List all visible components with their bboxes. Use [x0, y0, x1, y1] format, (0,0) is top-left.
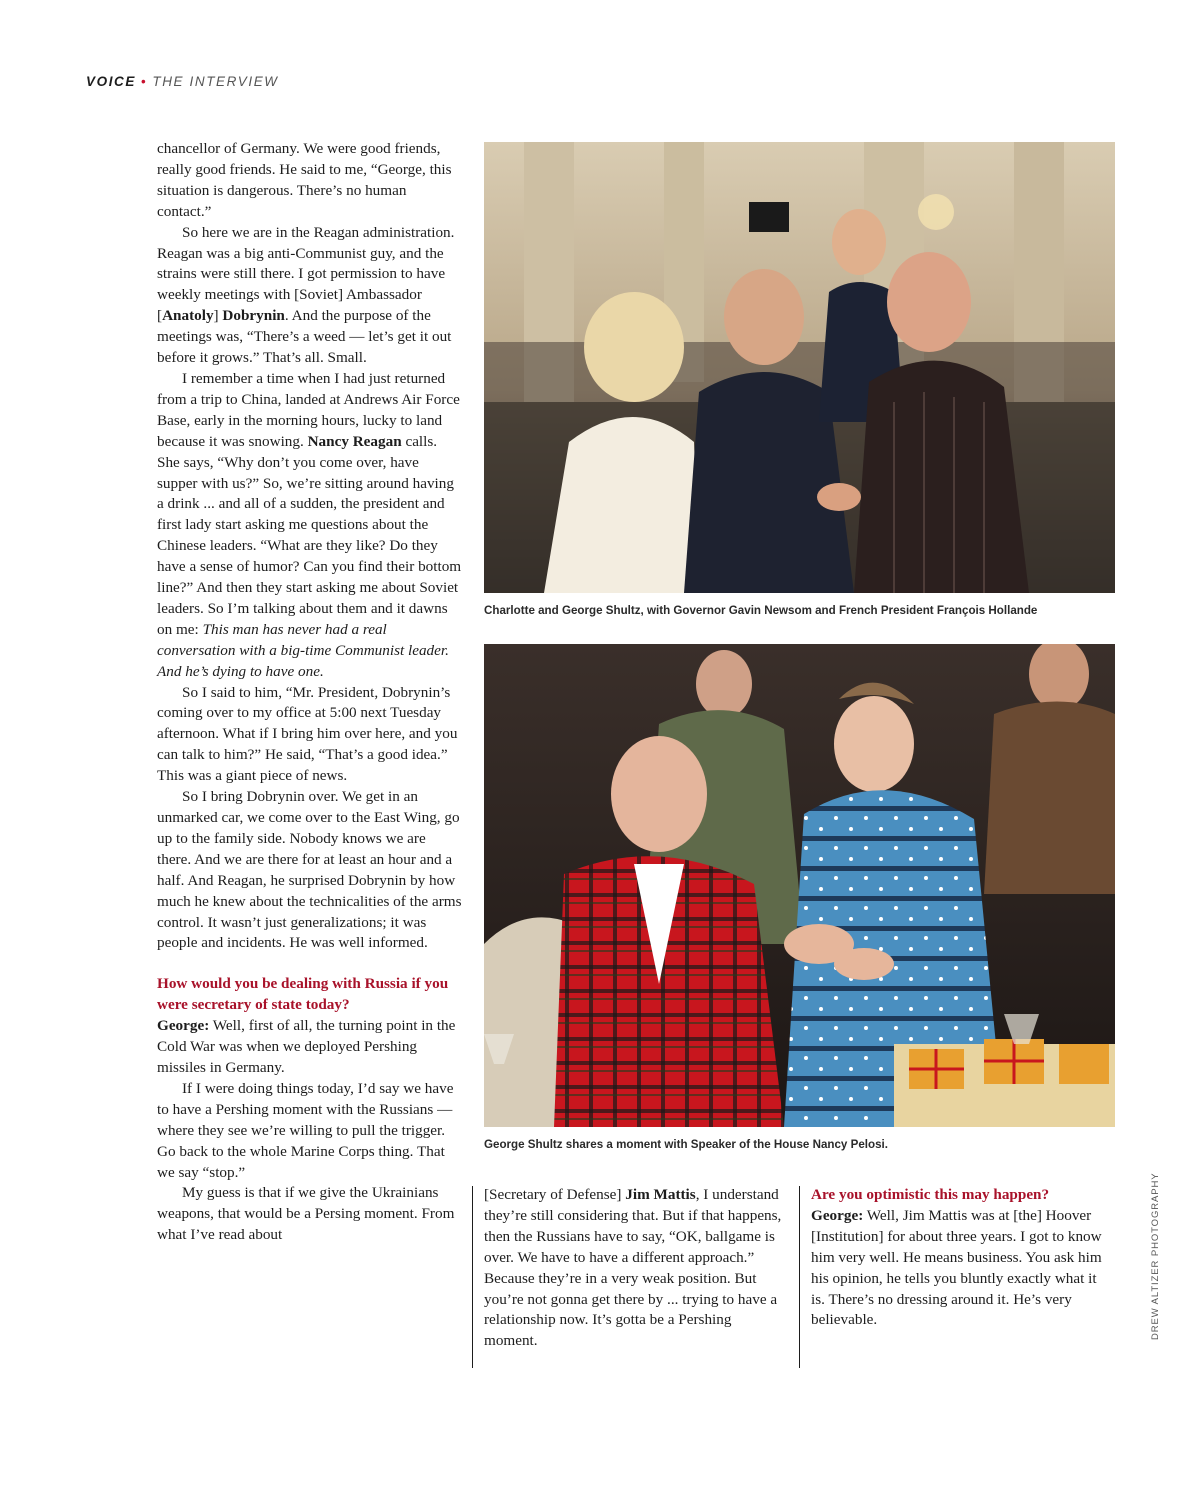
photo-caption: Charlotte and George Shultz, with Governor Gavin Newsom and French President François Hollande: [484, 604, 1038, 617]
photo-illustration: [484, 142, 1115, 593]
photo-shultz-hollande: [484, 142, 1115, 593]
paragraph: George: Well, first of all, the turning point in the Cold War was when we deployed Pershing missiles in Germany.: [157, 1017, 456, 1076]
photo-caption: George Shultz shares a moment with Speaker of the House Nancy Pelosi.: [484, 1138, 888, 1151]
interview-question: Are you optimistic this may happen?: [811, 1186, 1050, 1203]
paragraph: So I bring Dobrynin over. We get in an unmarked car, we come over to the East Wing, go up to the family side. Nobody knows we are there. And we are there for at least an hour and a half. And Reagan, he surprised Dobrynin by how much he knew about the technicalities of the arms control. It wasn’t just generalizations; it was people and incidents. He was well informed.: [157, 788, 462, 952]
separator-dot: •: [141, 74, 148, 89]
section-label: VOICE: [86, 74, 137, 89]
photo-illustration: [484, 644, 1115, 1127]
column-divider: [799, 1186, 800, 1368]
photo-shultz-pelosi: [484, 644, 1115, 1127]
photo-credit: DREW ALTIZER PHOTOGRAPHY: [1150, 1172, 1161, 1340]
column-divider: [472, 1186, 473, 1368]
paragraph: George: Well, Jim Mattis was at [the] Hoover [Institution] for about three years. I got to know him very well. He means business. You ask him his opinion, he tells you bluntly exactly what it is. There’s no dressing around it. He’s very believable.: [811, 1206, 1102, 1329]
paragraph: chancellor of Germany. We were good friends, really good friends. He said to me, “George, this situation is dangerous. There’s no human contact.”: [157, 140, 452, 220]
paragraph: So here we are in the Reagan administration. Reagan was a big anti-Communist guy, and the strains were still there. I got permission to have weekly meetings with [Soviet] Ambassador [Anatoly] Dobrynin. And the purpose of the meetings was, “There’s a weed — let’s get it out before it grows.” That’s all. Small.: [157, 223, 455, 367]
paragraph: So I said to him, “Mr. President, Dobrynin’s coming over to my office at 5:00 next Tuesday afternoon. What if I bring him over here, and you can talk to him?” He said, “That’s a good idea.” This was a giant piece of news.: [157, 683, 458, 785]
paragraph: My guess is that if we give the Ukrainians weapons, that would be a Persing moment. From what I’ve read about: [157, 1184, 455, 1244]
paragraph: [Secretary of Defense] Jim Mattis, I understand they’re still considering that. But if that happens, then the Russians have to say, “OK, ballgame is over. We have to have a different approach.” Because they’re in a very weak position. But you’re not gonna get there by ... trying to have a relationship now. It’s gotta be a Pershing moment.: [484, 1186, 782, 1350]
article-column-3: [811, 1185, 1111, 1331]
interview-question: How would you be dealing with Russia if you were secretary of state today?: [157, 975, 449, 1014]
paragraph: If I were doing things today, I’d say we have to have a Pershing moment with the Russians — where they see we’re willing to pull the trigger. Go back to the whole Marine Corps thing. That we say “stop.”: [157, 1079, 454, 1181]
subsection-label: THE INTERVIEW: [152, 74, 279, 89]
paragraph: I remember a time when I had just returned from a trip to China, landed at Andrews Air Force Base, early in the morning hours, lucky to land because it was snowing. Nancy Reagan calls. She says, “Why don’t you come over, have supper with us?” So, we’re sitting around having a drink ... and all of a sudden, the president and first lady start asking me questions about the Chinese leaders. “What are they like? Do they have a sense of humor? Can you find their bottom line?” And then they start asking me about Soviet leaders. So I’m talking about them and it dawns on me: This man has never had a real conversation with a big-time Communist leader. And he’s dying to have one.: [157, 369, 462, 680]
section-header: [86, 74, 279, 89]
article-column-1: [157, 139, 463, 1246]
article-column-2: [484, 1185, 784, 1352]
